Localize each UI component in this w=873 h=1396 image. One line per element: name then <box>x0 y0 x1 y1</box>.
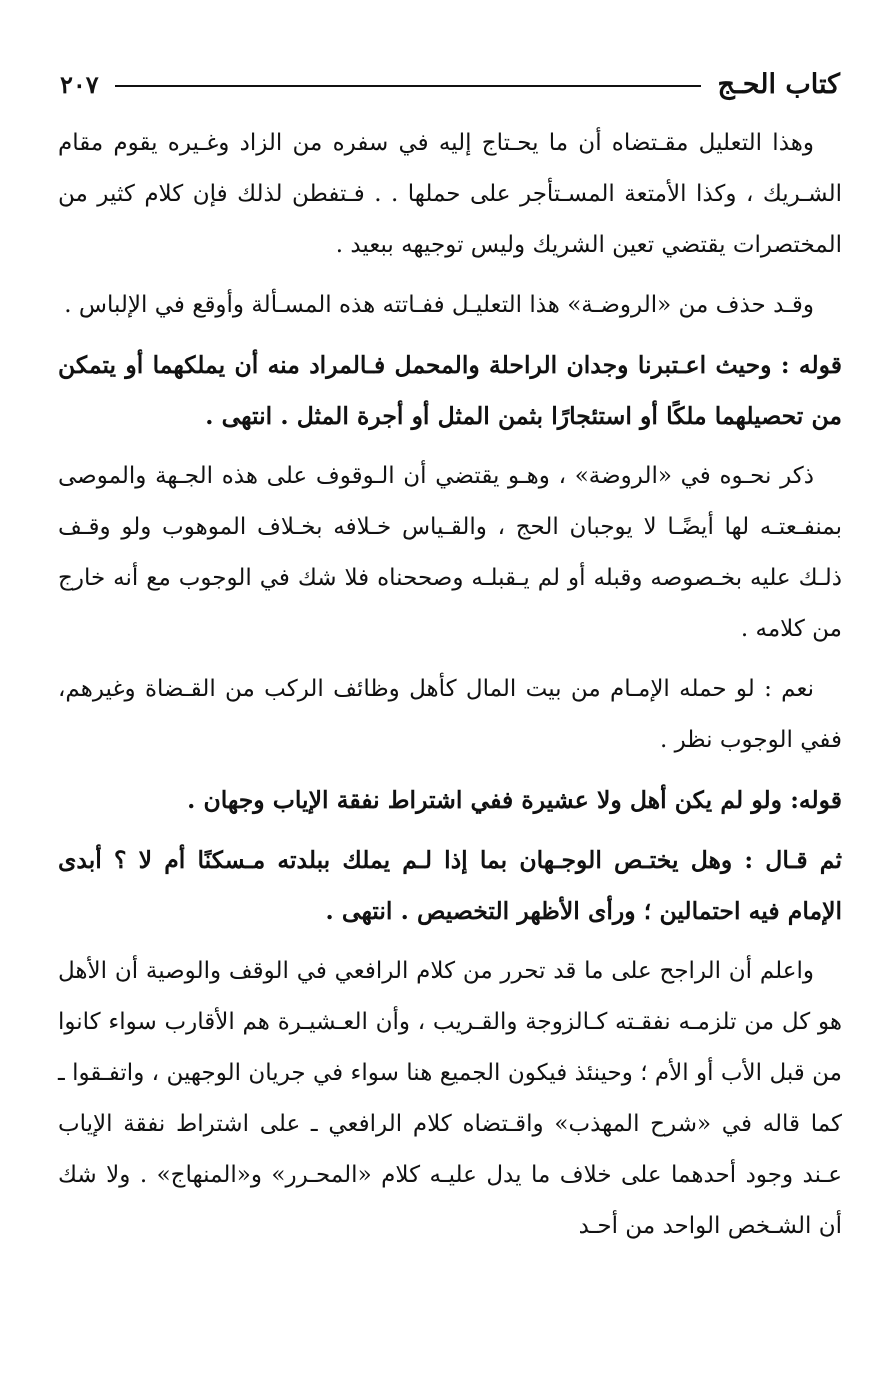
paragraph: وقـد حذف من «الروضـة» هذا التعليـل ففـاتته هذه المسـألة وأوقع في الإلباس . <box>64 292 814 318</box>
paragraph: ذكر نحـوه في «الروضة» ، وهـو يقتضي أن الـوقوف على هذه الجـهة والموصى بمنفـعتـه لها أيضًـا لا يوجبان الحج ، والقـياس خـلافه بخـلاف الموهوب ولو وقـف ذلـك عليه بخـصوصه وقبله أو لم يـقبلـه وصححناه فلا شك في الوجوب مع أنه خارج من كلامه . <box>58 463 842 642</box>
running-title: كتاب الحـج <box>717 68 840 100</box>
paragraph: وهذا التعليل مقـتضاه أن ما يحـتاج إليه في سفره من الزاد وغـيره يقوم مقام الشـريك ، وكذا الأمتعة المسـتأجر على حملها . . فـتفطن لذلك فإن كلام كثير من المختصرات يقتضي تعين الشريك وليس توجيهه ببعيد . <box>58 130 842 258</box>
page-header <box>60 62 840 106</box>
quoted-statement: ثم قـال : وهل يختـص الوجـهان بما إذا لـم يملك ببلدته مـسكنًا أم لا ؟ أبدى الإمام فيه احتمالين ؛ ورأى الأظهر التخصيص . انتهى . <box>58 846 842 925</box>
paragraph: نعم : لو حمله الإمـام من بيت المال كأهل وظائف الركب من القـضاة وغيرهم، ففي الوجوب نظر . <box>58 676 842 753</box>
page-number: ٢٠٧ <box>60 69 99 99</box>
paragraph: واعلم أن الراجح على ما قد تحرر من كلام الرافعي في الوقف والوصية أن الأهل هو كل من تلزمـه نفقـته كـالزوجة والقـريب ، وأن العـشيـرة هم الأقارب سواء كانوا من قبل الأب أو الأم ؛ وحينئذ فيكون الجميع هنا سواء في جريان الوجهين ، واتفـقوا ـ كما قاله في «شرح المهذب» واقـتضاه كلام الرافعي ـ على اشتراط نفقة الإياب عـند وجود أحدهما على خلاف ما يدل عليـه كلام «المحـرر» و«المنهاج» . ولا شك أن الشـخص الواحد من أحـد <box>58 958 842 1239</box>
header-rule <box>115 85 702 87</box>
quoted-statement: قوله : وحيث اعـتبرنا وجدان الراحلة والمحمل فـالمراد منه أن يملكهما أو يتمكن من تحصيلهما ملكًا أو استئجارًا بثمن المثل أو أجرة المثل . انتهى . <box>58 351 842 430</box>
quoted-statement: قوله: ولو لم يكن أهل ولا عشيرة ففي اشتراط نفقة الإياب وجهان . <box>187 786 842 814</box>
page-body <box>58 118 842 1261</box>
